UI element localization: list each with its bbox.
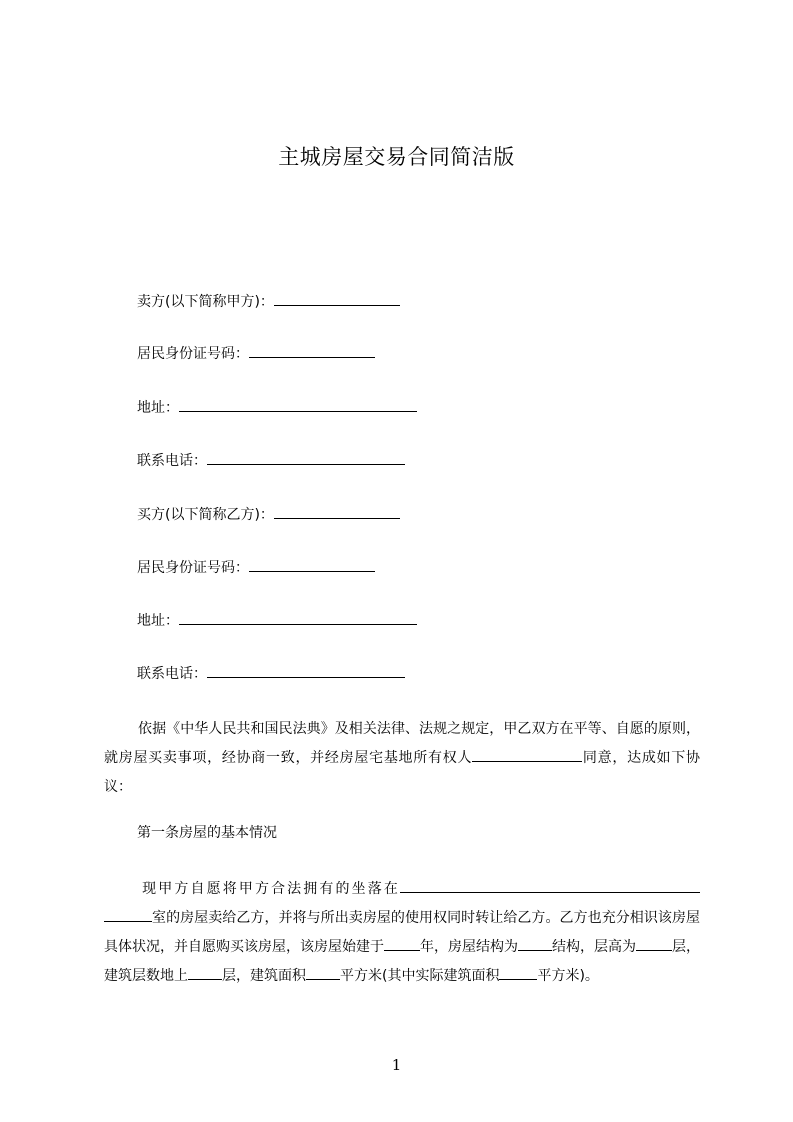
article-1-text-7: 平方米(其中实际建筑面积 <box>340 968 500 984</box>
buyer-address-field <box>137 610 417 632</box>
buyer-address-label: 地址： <box>137 613 179 629</box>
article-1-text-5: 层，建筑层数地上 <box>104 939 700 984</box>
buyer-phone-label: 联系电话： <box>137 666 207 682</box>
buyer-phone-field <box>137 663 405 685</box>
page-number: 1 <box>391 1056 402 1074</box>
buyer-phone-blank[interactable] <box>207 663 405 678</box>
article-1-text-2: 室的房屋卖给乙方，并将与所出卖房屋的使用权同时转让给乙方。乙方也充分相识该房屋具体状况，并自愿购买该房屋，该房屋始建于 <box>104 910 700 955</box>
buyer-address-blank[interactable] <box>179 610 417 625</box>
buyer-name-blank[interactable] <box>274 504 400 519</box>
owner-blank[interactable] <box>472 748 582 762</box>
location-blank-2[interactable] <box>104 908 152 922</box>
preamble-text-2: 同意，达成如下协议： <box>104 750 701 795</box>
actual-area-blank[interactable] <box>499 966 537 980</box>
seller-name-field <box>137 291 400 313</box>
seller-id-label: 居民身份证号码： <box>137 346 249 362</box>
storey-height-blank[interactable] <box>636 937 672 951</box>
preamble-text-1: 依据《中华人民共和国民法典》及相关法律、法规之规定，甲乙双方在平等、自愿的原则，就房屋买卖事项，经协商一致，并经房屋宅基地所有权人 <box>104 721 700 766</box>
article-1-text-1: 现甲方自愿将甲方合法拥有的坐落在 <box>140 881 400 897</box>
article-1-paragraph <box>104 875 700 991</box>
article-1-text-3: 年，房屋结构为 <box>420 939 518 955</box>
seller-id-field <box>137 343 375 365</box>
seller-address-field <box>137 397 417 419</box>
building-area-blank[interactable] <box>306 966 340 980</box>
seller-phone-field <box>137 450 405 472</box>
seller-address-blank[interactable] <box>179 397 417 412</box>
buyer-id-field <box>137 557 375 579</box>
location-blank-1[interactable] <box>400 879 700 893</box>
build-year-blank[interactable] <box>384 937 420 951</box>
article-1-text-8: 平方米)。 <box>537 968 599 984</box>
seller-phone-blank[interactable] <box>207 450 405 465</box>
article-1-heading: 第一条房屋的基本情况 <box>137 825 277 841</box>
preamble-paragraph <box>104 715 700 802</box>
floors-above-blank[interactable] <box>188 966 222 980</box>
buyer-id-blank[interactable] <box>249 557 375 572</box>
seller-name-blank[interactable] <box>274 291 400 306</box>
structure-blank[interactable] <box>518 937 552 951</box>
buyer-name-field <box>137 504 400 526</box>
buyer-label: 买方(以下简称乙方)： <box>137 507 274 523</box>
seller-id-blank[interactable] <box>249 343 375 358</box>
document-title: 主城房屋交易合同简洁版 <box>278 145 515 169</box>
article-1-text-6: 层，建筑面积 <box>222 968 306 984</box>
buyer-id-label: 居民身份证号码： <box>137 560 249 576</box>
seller-label: 卖方(以下简称甲方)： <box>137 294 274 310</box>
seller-phone-label: 联系电话： <box>137 453 207 469</box>
seller-address-label: 地址： <box>137 400 179 416</box>
article-1-text-4: 结构，层高为 <box>552 939 636 955</box>
